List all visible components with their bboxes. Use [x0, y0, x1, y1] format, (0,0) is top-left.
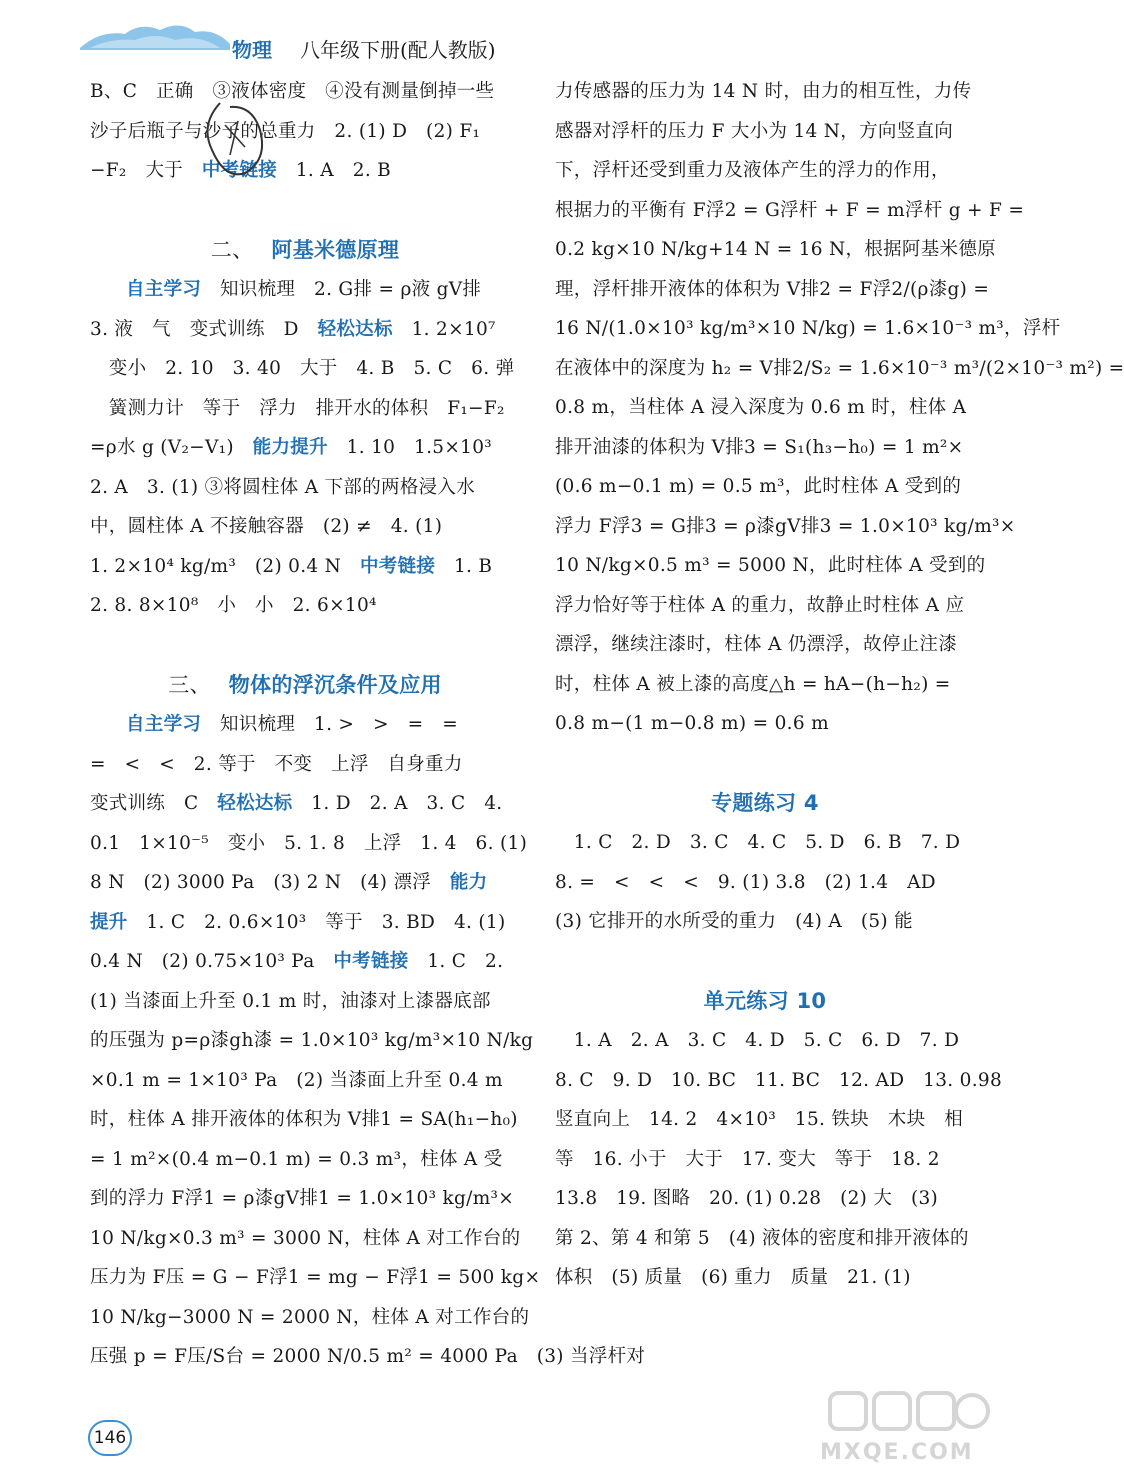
answer-line: 下，浮杆还受到重力及液体产生的浮力的作用，	[555, 160, 950, 181]
answer-line	[90, 547, 520, 587]
answer-line: 10 N/kg−3000 N = 2000 N，柱体 A 对工作台的	[90, 1306, 530, 1328]
header-grade: 八年级下册(配人教版)	[300, 38, 496, 62]
section-gap	[90, 626, 520, 666]
section-tag: 轻松达标	[317, 318, 393, 340]
answer-line	[90, 784, 520, 824]
answer-text: 1. 2×10⁷	[392, 318, 496, 340]
answer-line: 簧测力计 等于 浮力 排开水的体积 F₁−F₂	[90, 397, 505, 419]
answer-line: 8. = < < < 9. (1) 3.8 (2) 1.4 AD	[555, 871, 936, 893]
answer-line: = 1 m²×(0.4 m−0.1 m) = 0.3 m³，柱体 A 受	[90, 1148, 503, 1170]
answer-line: (3) 它排开的水所受的重力 (4) A (5) 能	[555, 911, 913, 932]
watermark-logo-icon	[790, 1388, 995, 1438]
answer-text: 3. 液 气 变式训练 D	[90, 318, 318, 340]
answer-line: 0.1 1×10⁻⁵ 变小 5. 1. 8 上浮 1. 4 6. (1)	[90, 832, 528, 854]
left-column	[90, 72, 646, 1377]
section-title	[555, 784, 975, 824]
answer-line: 中，圆柱体 A 不接触容器 (2) ≠ 4. (1)	[90, 516, 443, 537]
section-number: 三、	[168, 672, 211, 697]
page-number-badge: 146	[88, 1420, 132, 1456]
section-tag: 自主学习	[126, 279, 202, 300]
answer-text: 1. 10 1.5×10³	[327, 437, 493, 458]
section-tag: 中考链接	[201, 160, 278, 181]
answer-text: 1. C 2.	[408, 951, 504, 972]
section-title-text: 物体的浮沉条件及应用	[228, 672, 442, 697]
answer-line: 力传感器的压力为 14 N 时，由力的相互性，力传	[555, 81, 972, 102]
section-title	[555, 982, 975, 1022]
section-gap	[90, 191, 520, 231]
watermark-url: MXQE.COM	[820, 1440, 974, 1465]
answer-line: 压强 p = F压/S台 = 2000 N/0.5 m² = 4000 Pa (3) 当浮杆对	[90, 1346, 646, 1367]
right-column	[555, 72, 1124, 1298]
answer-text: =ρ水 g (V₂−V₁)	[90, 437, 253, 458]
answer-line: 浮力恰好等于柱体 A 的重力，故静止时柱体 A 应	[555, 594, 965, 616]
answer-text: 变式训练 C	[90, 793, 218, 814]
answer-line: 时，柱体 A 被上漆的高度△h = hA−(h−h₂) =	[555, 673, 951, 695]
answer-line	[90, 705, 520, 745]
answer-text: 1. D 2. A 3. C 4.	[292, 793, 503, 814]
answer-text: −F₂ 大于	[90, 160, 202, 181]
answer-line: 10 N/kg×0.5 m³ = 5000 N，此时柱体 A 受到的	[555, 555, 986, 576]
answer-line: 沙子后瓶子与沙子的总重力 2. (1) D (2) F₁	[90, 120, 481, 142]
answer-line: 16 N/(1.0×10³ kg/m³×10 N/kg) = 1.6×10⁻³ m³，浮杆	[555, 318, 1061, 339]
answer-line: = < < 2. 等于 不变 上浮 自身重力	[90, 753, 463, 775]
section-tag: 自主学习	[126, 714, 202, 735]
answer-text: 8 N (2) 3000 Pa (3) 2 N (4) 漂浮	[90, 872, 450, 893]
answer-line: 等 16. 小于 大于 17. 变大 等于 18. 2	[555, 1148, 940, 1170]
answer-line	[90, 428, 520, 468]
answer-line: 10 N/kg×0.3 m³ = 3000 N，柱体 A 对工作台的	[90, 1227, 521, 1249]
answer-line: 0.2 kg×10 N/kg+14 N = 16 N，根据阿基米德原	[555, 239, 996, 260]
answer-text: 知识梳理 2. G排 = ρ液 gV排	[201, 279, 482, 300]
answer-line: (1) 当漆面上升至 0.1 m 时，油漆对上漆器底部	[90, 990, 491, 1012]
answer-line: 压力为 F压 = G − F浮1 = mg − F浮1 = 500 kg×	[90, 1267, 541, 1288]
answer-line	[90, 942, 520, 982]
answer-line	[90, 863, 520, 903]
answer-line: B、C 正确 ③液体密度 ④没有测量倒掉一些	[90, 81, 495, 102]
answer-line: 体积 (5) 质量 (6) 重力 质量 21. (1)	[555, 1267, 911, 1288]
answer-line: 2. 8. 8×10⁸ 小 小 2. 6×10⁴	[90, 595, 377, 616]
answer-line: 理，浮杆排开液体的体积为 V排2 = F浮2/(ρ漆g) =	[555, 278, 990, 300]
page-header	[0, 0, 1000, 70]
header-subject: 物理	[232, 38, 272, 62]
handwritten-scribble-icon	[190, 95, 280, 190]
answer-line: (0.6 m−0.1 m) = 0.5 m³，此时柱体 A 受到的	[555, 476, 962, 497]
section-title	[90, 666, 520, 706]
section-title-text: 单元练习 10	[703, 988, 827, 1013]
answer-line: 8. C 9. D 10. BC 11. BC 12. AD 13. 0.98	[555, 1069, 1003, 1091]
section-tag: 能力	[449, 872, 488, 893]
answer-text: 1. B	[435, 555, 493, 577]
section-title-text: 阿基米德原理	[271, 237, 400, 262]
answer-line: 0.8 m−(1 m−0.8 m) = 0.6 m	[555, 713, 829, 734]
answer-text: 1. C 2. 0.6×10³ 等于 3. BD 4. (1)	[127, 911, 506, 933]
answer-line: 13.8 19. 图略 20. (1) 0.28 (2) 大 (3)	[555, 1188, 939, 1209]
answer-line: 排开油漆的体积为 V排3 = S₁(h₃−h₀) = 1 m²×	[555, 436, 964, 458]
answer-line: 浮力 F浮3 = G排3 = ρ漆gV排3 = 1.0×10³ kg/m³×	[555, 515, 1016, 537]
cloud-decoration-icon	[80, 20, 230, 50]
answer-line: 1. A 2. A 3. C 4. D 5. C 6. D 7. D	[555, 1030, 960, 1051]
section-tag: 中考链接	[333, 951, 409, 972]
answer-line: 变小 2. 10 3. 40 大于 4. B 5. C 6. 弹	[90, 358, 515, 379]
answer-line: 竖直向上 14. 2 4×10³ 15. 铁块 木块 相	[555, 1109, 964, 1130]
answer-line	[90, 151, 520, 191]
answer-line: 2. A 3. (1) ③将圆柱体 A 下部的两格浸入水	[90, 476, 476, 498]
section-gap	[555, 942, 975, 982]
answer-line: 漂浮，继续注漆时，柱体 A 仍漂浮，故停止注漆	[555, 634, 958, 655]
answer-line: 第 2、第 4 和第 5 (4) 液体的密度和排开液体的	[555, 1227, 969, 1249]
answer-line: 在液体中的深度为 h₂ = V排2/S₂ = 1.6×10⁻³ m³/(2×10⁻³ m²) =	[555, 357, 1124, 379]
answer-line	[90, 310, 520, 350]
answer-line: 到的浮力 F浮1 = ρ漆gV排1 = 1.0×10³ kg/m³×	[90, 1188, 515, 1209]
answer-text: 1. 2×10⁴ kg/m³ (2) 0.4 N	[90, 555, 360, 577]
answer-line	[90, 903, 520, 943]
answer-line: 1. C 2. D 3. C 4. C 5. D 6. B 7. D	[555, 832, 961, 853]
answer-text: 1. A 2. B	[277, 160, 392, 181]
answer-line: 时，柱体 A 排开液体的体积为 V排1 = SA(h₁−h₀)	[90, 1109, 518, 1130]
watermark	[790, 1388, 995, 1478]
section-number: 二、	[210, 237, 254, 262]
answer-text: 0.4 N (2) 0.75×10³ Pa	[90, 951, 334, 972]
answer-line: 的压强为 p=ρ漆gh漆 = 1.0×10³ kg/m³×10 N/kg	[90, 1030, 534, 1051]
answer-text: 知识梳理 1. > > = =	[201, 714, 459, 735]
section-tag: 提升	[90, 911, 128, 933]
answer-line: 0.8 m，当柱体 A 浸入深度为 0.6 m 时，柱体 A	[555, 397, 967, 418]
answer-line: ×0.1 m = 1×10³ Pa (2) 当漆面上升至 0.4 m	[90, 1069, 503, 1091]
section-tag: 能力提升	[252, 437, 328, 458]
answer-line	[90, 270, 520, 310]
section-title	[90, 231, 520, 271]
answer-line: 感器对浮杆的压力 F 大小为 14 N，方向竖直向	[555, 120, 954, 142]
section-gap	[555, 744, 975, 784]
answer-line: 根据力的平衡有 F浮2 = G浮杆 + F = m浮杆 g + F =	[555, 199, 1025, 221]
section-tag: 中考链接	[359, 555, 436, 577]
section-tag: 轻松达标	[217, 793, 293, 814]
section-title-text: 专题练习 4	[711, 790, 819, 815]
